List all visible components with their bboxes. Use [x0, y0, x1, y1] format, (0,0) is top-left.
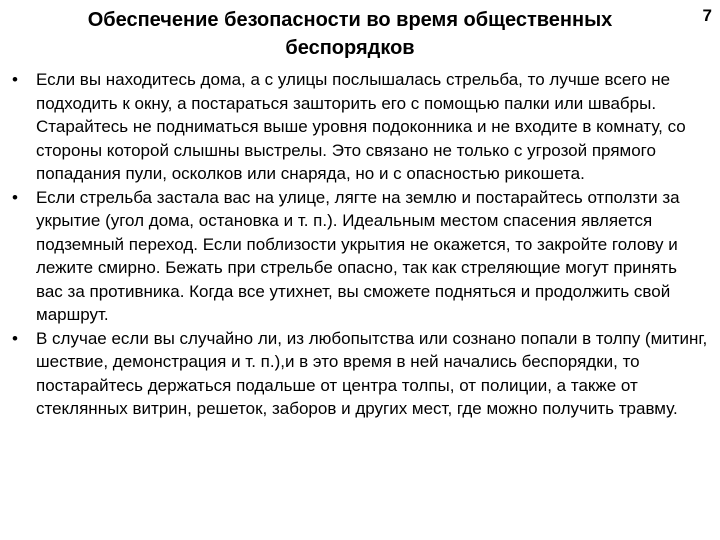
bullet-icon: •: [12, 328, 18, 348]
bullet-text: В случае если вы случайно ли, из любопытства или сознано попали в толпу (митинг, шествие, демонстрация и т. п.),и в это время в ней начались беспорядки, то постарайтесь держаться подальше от центра толпы, от полиции, а также от стеклянных витрин, решеток, заборов и других мест, где можно получить травму.: [36, 328, 708, 418]
title-line-1: Обеспечение безопасности во время общественных: [87, 9, 613, 31]
bullet-list: [8, 68, 708, 421]
bullet-icon: •: [12, 187, 18, 207]
bullet-item-home-shooting: [8, 68, 708, 186]
bullet-icon: •: [12, 70, 18, 89]
bullet-text: Если стрельба застала вас на улице, лягте на землю и постарайтесь отползти за укрытие (угол дома, остановка и т. п.). Идеальным местом спасения является подземный переход. Если поблизости укрытия не окажется, то закройте голову и лежите смирно. Бежать при стрельбе опасно, так как стреляющие могут принять вас за противника. Когда все утихнет, вы сможете подняться и продолжить свой маршрут.: [36, 187, 680, 324]
title-line-2: беспорядков: [285, 37, 415, 59]
slide-title: [40, 6, 660, 62]
page-number: 7: [702, 6, 712, 25]
bullet-item-crowd: [8, 327, 708, 421]
bullet-text: Если вы находитесь дома, а с улицы послышалась стрельба, то лучше всего не подходить к окну, а постараться зашторить его с помощью палки или швабры. Старайтесь не подниматься выше уровня подоконника и не входите в комнату, со стороны которой слышны выстрелы. Это связано не только с угрозой прямого попадания пули, осколков или снаряда, но и с опасностью рикошета.: [36, 70, 686, 183]
bullet-item-street-shooting: [8, 186, 708, 327]
